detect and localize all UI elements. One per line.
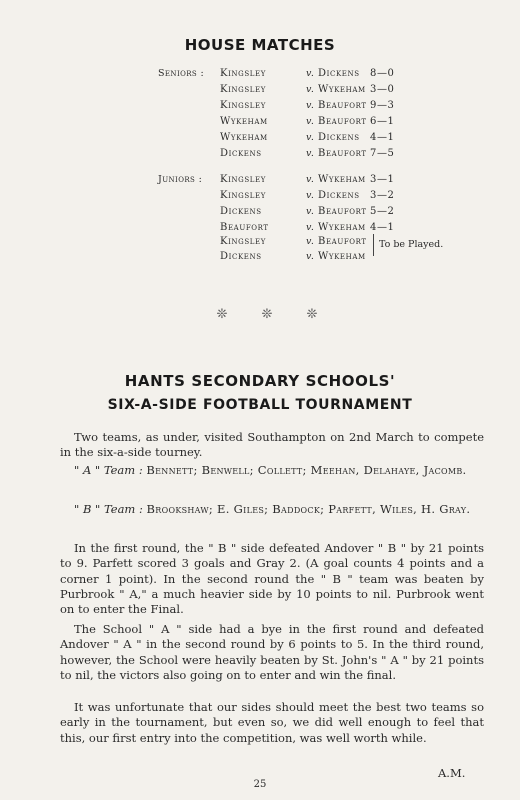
- match-score: 3—1: [370, 174, 395, 185]
- away-team: Beaufort: [318, 100, 367, 111]
- home-team: Dickens: [220, 251, 262, 262]
- house-matches-title: HOUSE MATCHES: [184, 36, 336, 54]
- home-team: Kingsley: [220, 84, 266, 95]
- match-score: 3—2: [370, 190, 395, 201]
- match-score: 4—1: [370, 222, 395, 233]
- to-be-played-note: To be Played.: [379, 239, 444, 250]
- match-score: 5—2: [370, 206, 395, 217]
- home-team: Wykeham: [220, 132, 268, 143]
- match-score: 6—1: [370, 116, 395, 127]
- away-team: Wykeham: [318, 251, 366, 262]
- away-team: Dickens: [318, 190, 360, 201]
- versus: v.: [306, 222, 315, 233]
- paragraph-intro: Two teams, as under, visited Southampton on 2nd March to compete in the six-a-side tourney.: [60, 430, 484, 460]
- away-team: Wykeham: [318, 174, 366, 185]
- versus: v.: [306, 84, 315, 95]
- tournament-title: HANTS SECONDARY SCHOOLS': [124, 372, 396, 390]
- home-team: Kingsley: [220, 236, 266, 247]
- match-score: 3—0: [370, 84, 395, 95]
- away-team: Dickens: [318, 68, 360, 79]
- home-team: Dickens: [220, 206, 262, 217]
- ornament-icon: ❊: [216, 307, 228, 322]
- versus: v.: [306, 148, 315, 159]
- versus: v.: [306, 116, 315, 127]
- juniors-label: Juniors :: [158, 174, 203, 185]
- away-team: Beaufort: [318, 236, 367, 247]
- page-number: 25: [253, 779, 267, 790]
- ornament-icon: ❊: [306, 307, 318, 322]
- versus: v.: [306, 174, 315, 185]
- versus: v.: [306, 68, 315, 79]
- team-a-members: Bennett; Benwell; Collett; Meehan, Delahaye, Jacomb.: [146, 463, 467, 477]
- away-team: Beaufort: [318, 116, 367, 127]
- home-team: Kingsley: [220, 68, 266, 79]
- versus: v.: [306, 100, 315, 111]
- match-score: 8—0: [370, 68, 395, 79]
- team-b-line: [60, 502, 484, 517]
- paragraph-a-team: The School " A " side had a bye in the first round and defeated Andover " A " in the second round by 6 points to 5. In the third round, however, the School were heavily beaten by St. John's " A " by 21 points to nil, the victors also going on to enter and win the final.: [60, 622, 484, 682]
- versus: v.: [306, 206, 315, 217]
- team-b-members: Brookshaw; E. Giles; Baddock; Parfett, Wiles, H. Gray.: [146, 502, 471, 516]
- versus: v.: [306, 251, 315, 262]
- ornament-icon: ❊: [261, 307, 273, 322]
- home-team: Kingsley: [220, 100, 266, 111]
- ornament-divider: [0, 307, 520, 323]
- paragraph-b-team: In the first round, the " B " side defeated Andover " B " by 21 points to 9. Parfett scored 3 goals and Gray 2. (A goal counts 4 points and a corner 1 point). In the second round the " B " team was beaten by Purbrook " A," a much heavier side by 10 points to nil. Purbrook went on to enter the Final.: [60, 541, 484, 617]
- away-team: Wykeham: [318, 222, 366, 233]
- away-team: Beaufort: [318, 148, 367, 159]
- brace-bracket: [373, 234, 378, 256]
- versus: v.: [306, 132, 315, 143]
- home-team: Beaufort: [220, 222, 269, 233]
- team-a-line: [60, 463, 484, 478]
- home-team: Kingsley: [220, 190, 266, 201]
- match-score: 4—1: [370, 132, 395, 143]
- away-team: Beaufort: [318, 206, 367, 217]
- paragraph-conclusion: It was unfortunate that our sides should meet the best two teams so early in the tournament, but even so, we did well enough to feel that this, our first entry into the competition, was well worth while.: [60, 700, 484, 745]
- team-b-label: " B " Team :: [74, 502, 143, 516]
- tournament-subtitle: SIX-A-SIDE FOOTBALL TOURNAMENT: [107, 397, 413, 413]
- author-signature: A.M.: [438, 766, 466, 780]
- versus: v.: [306, 236, 315, 247]
- match-score: 9—3: [370, 100, 395, 111]
- home-team: Dickens: [220, 148, 262, 159]
- home-team: Kingsley: [220, 174, 266, 185]
- seniors-label: Seniors :: [158, 68, 205, 79]
- away-team: Wykeham: [318, 84, 366, 95]
- away-team: Dickens: [318, 132, 360, 143]
- match-score: 7—5: [370, 148, 395, 159]
- team-a-label: " A " Team :: [74, 463, 143, 477]
- home-team: Wykeham: [220, 116, 268, 127]
- versus: v.: [306, 190, 315, 201]
